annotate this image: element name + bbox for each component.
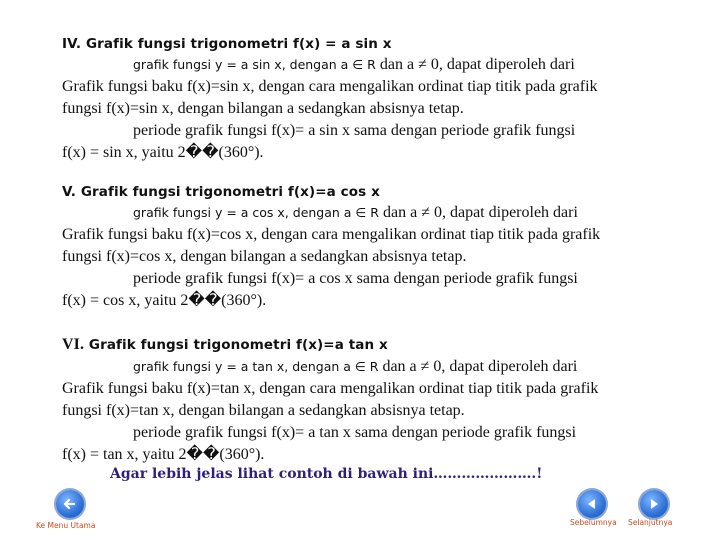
previous-button[interactable] xyxy=(578,490,606,518)
section-v-body-line-4: f(x) = cos x, yaitu 2��(360°). xyxy=(62,292,267,309)
section-v-sub-formula: grafik fungsi y = a cos x, dengan a ∈ R xyxy=(133,205,379,220)
section-iv-body-line-2: fungsi f(x)=sin x, dengan bilangan a sedangkan absisnya tetap. xyxy=(62,100,464,117)
section-v-body-line-2: fungsi f(x)=cos x, dengan bilangan a sedangkan absisnya tetap. xyxy=(62,248,467,265)
section-v-body-line-1: Grafik fungsi baku f(x)=cos x, dengan cara mengalikan ordinat tiap titik pada grafik xyxy=(62,226,601,243)
section-vi-title: Grafik fungsi trigonometri f(x)=a tan x xyxy=(88,337,388,353)
section-vi-body-line-1: Grafik fungsi baku f(x)=tan x, dengan cara mengalikan ordinat tiap titik pada grafik xyxy=(62,380,599,397)
section-vi-body-line-4: f(x) = tan x, yaitu 2��(360°). xyxy=(62,446,265,463)
section-iv-subline xyxy=(133,54,712,76)
previous-label[interactable]: Sebelumnya xyxy=(570,518,617,527)
section-vi-sub-text: dan a ≠ 0, dapat diperoleh dari xyxy=(378,358,578,375)
section-iv-heading xyxy=(62,36,712,52)
section-v-subline xyxy=(133,202,712,224)
triangle-right-icon xyxy=(646,496,662,512)
section-vi-number: VI. xyxy=(62,336,85,353)
arrow-left-icon xyxy=(61,495,79,513)
next-label[interactable]: Selanjutnya xyxy=(628,518,673,527)
section-v-body-line-3: periode grafik fungsi f(x)= a cos x sama dengan periode grafik fungsi xyxy=(133,270,578,287)
section-iv-body-line-3: periode grafik fungsi f(x)= a sin x sama dengan periode grafik fungsi xyxy=(133,122,576,139)
section-v-title: Grafik fungsi trigonometri f(x)=a cos x xyxy=(80,184,380,200)
section-iv-body-line-1: Grafik fungsi baku f(x)=sin x, dengan cara mengalikan ordinat tiap titik pada grafik xyxy=(62,78,598,95)
section-v-sub-text: dan a ≠ 0, dapat diperoleh dari xyxy=(378,204,578,221)
section-vi-sub-formula: grafik fungsi y = a tan x, dengan a ∈ R xyxy=(133,359,379,374)
triangle-left-icon xyxy=(584,496,600,512)
section-iv-title: Grafik fungsi trigonometri f(x) = a sin x xyxy=(85,36,392,52)
section-iv-body-line-4: f(x) = sin x, yaitu 2��(360°). xyxy=(62,144,264,161)
section-iv-sub-formula: grafik fungsi y = a sin x, dengan a ∈ R xyxy=(133,57,376,72)
example-note: Agar lebih jelas lihat contoh di bawah ini………………….! xyxy=(110,466,543,482)
section-v-number: V. xyxy=(62,184,77,200)
home-button[interactable] xyxy=(56,490,84,518)
section-iv-number: IV. xyxy=(62,36,82,52)
section-vi-body-line-3: periode grafik fungsi f(x)= a tan x sama dengan periode grafik fungsi xyxy=(133,424,577,441)
section-iv-sub-text: dan a ≠ 0, dapat diperoleh dari xyxy=(375,56,575,73)
home-label[interactable]: Ke Menu Utama xyxy=(36,521,96,530)
next-button[interactable] xyxy=(640,490,668,518)
section-vi-subline xyxy=(133,356,712,378)
section-iv xyxy=(62,36,712,164)
section-v xyxy=(62,184,712,312)
section-v-heading xyxy=(62,184,712,200)
section-vi-body-line-2: fungsi f(x)=tan x, dengan bilangan a sedangkan absisnya tetap. xyxy=(62,402,465,419)
section-vi xyxy=(62,336,712,466)
section-vi-heading xyxy=(62,336,712,354)
